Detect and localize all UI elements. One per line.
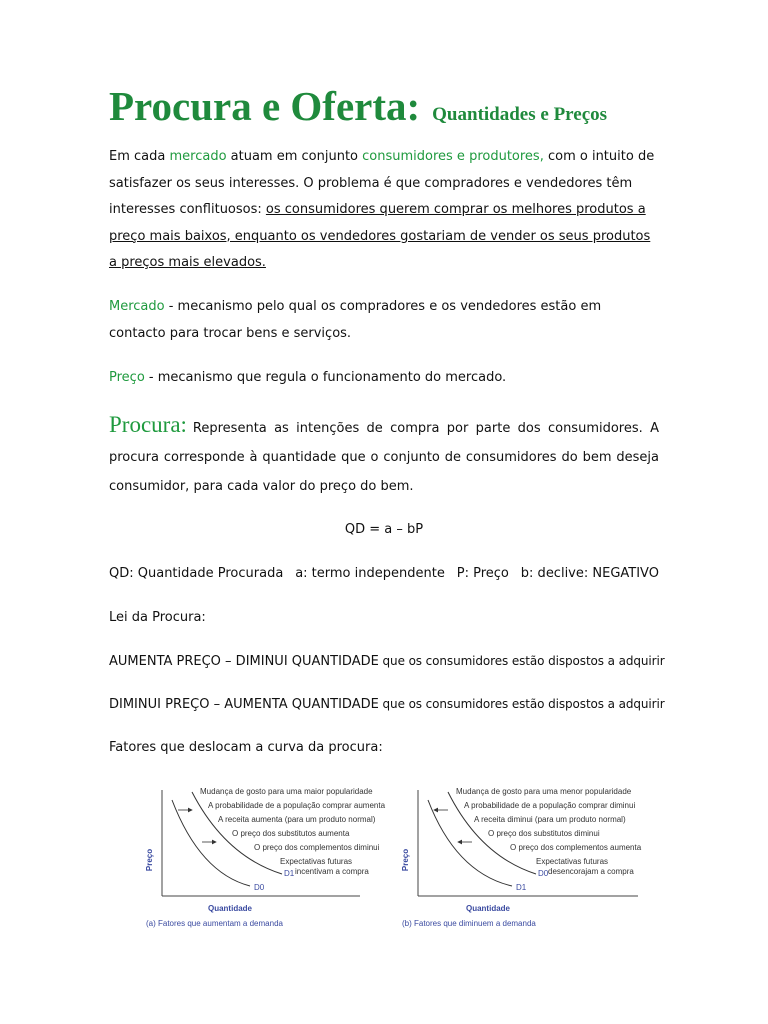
- figure-a-curve-label-d1: D1: [284, 869, 295, 878]
- title-subtitle: Quantidades e Preços: [432, 104, 608, 125]
- demand-shift-figures: [130, 778, 650, 938]
- figure-b-item-1: Mudança de gosto para uma menor popularidade: [456, 787, 632, 796]
- rule-2-rest: que os consumidores estão dispostos a adquirir: [378, 697, 665, 711]
- fatores-title: Fatores que deslocam a curva da procura:: [109, 740, 383, 755]
- figure-a-item-1: Mudança de gosto para uma maior popularidade: [200, 787, 373, 796]
- preco-definition: [109, 365, 659, 392]
- rule-2-caps: DIMINUI PREÇO – AUMENTA QUANTIDADE: [109, 697, 379, 712]
- figure-a-item-3: A receita aumenta (para um produto normal): [218, 815, 376, 824]
- formula-legend: [109, 561, 659, 588]
- figure-b-item-2: A probabilidade de a população comprar diminui: [464, 801, 636, 810]
- figure-a-item-2: A probabilidade de a população comprar aumenta: [208, 801, 386, 810]
- figure-b-curve-label-d0: D0: [538, 869, 549, 878]
- figure-a-curve-d0: [172, 800, 250, 886]
- figure-b-xlabel: Quantidade: [465, 904, 511, 913]
- procura-paragraph: [109, 410, 659, 501]
- figure-a-ylabel: Preço: [145, 848, 154, 872]
- legend-qd: QD: Quantidade Procurada: [109, 566, 284, 581]
- figure-b-curve-label-d1: D1: [516, 883, 527, 892]
- intro-consumidores-term: consumidores e produtores,: [362, 149, 544, 164]
- figure-b-item-4: O preço dos substitutos diminui: [488, 829, 600, 838]
- intro-mercado-term: mercado: [169, 149, 227, 164]
- title-main: Procura e Oferta:: [109, 83, 421, 129]
- procura-heading: Procura:: [109, 412, 187, 437]
- figure-a-item-7: incentivam a compra: [295, 867, 369, 876]
- procura-formula: QD = a – bP: [344, 522, 424, 537]
- mercado-text: - mecanismo pelo qual os compradores e os vendedores estão em contacto para trocar bens e serviços.: [109, 299, 602, 341]
- intro-text-2: atuam em conjunto: [226, 149, 363, 164]
- figure-b-item-3: A receita diminui (para um produto normal): [474, 815, 626, 824]
- figure-b-curve-d1: [428, 800, 512, 886]
- legend-b: b: declive: NEGATIVO: [520, 566, 659, 581]
- figure-a-item-5: O preço dos complementos diminui: [254, 843, 380, 852]
- intro-text-1: Em cada: [109, 149, 170, 164]
- figure-b-ylabel: Preço: [401, 848, 410, 872]
- legend-a: a: termo independente: [295, 566, 445, 581]
- page-title: [109, 82, 607, 130]
- lei-procura-rule-1: [109, 648, 665, 676]
- figure-b-item-6: Expectativas futuras: [536, 857, 609, 866]
- figure-a-caption: (a) Fatores que aumentam a demanda: [146, 919, 283, 928]
- mercado-definition: [109, 294, 659, 347]
- rule-1-caps: AUMENTA PREÇO – DIMINUI QUANTIDADE: [109, 654, 379, 669]
- intro-underlined-text: os consumidores querem comprar os melhores produtos a preço mais baixos, enquanto os vendedores gostariam de vender os seus produtos a preços mais elevados.: [109, 202, 651, 270]
- figure-a-curve-label-d0: D0: [254, 883, 265, 892]
- mercado-term: Mercado: [109, 299, 165, 314]
- figure-b-item-7: desencorajam a compra: [548, 867, 634, 876]
- lei-procura-rule-2: [109, 691, 665, 719]
- figure-a-item-4: O preço dos substitutos aumenta: [232, 829, 350, 838]
- figure-a-item-6: Expectativas futuras: [280, 857, 353, 866]
- lei-procura-title: Lei da Procura:: [109, 610, 206, 625]
- figure-a-xlabel: Quantidade: [207, 904, 253, 913]
- figure-b: [401, 787, 642, 928]
- figure-b-item-5: O preço dos complementos aumenta: [510, 843, 642, 852]
- figure-b-caption: (b) Fatores que diminuem a demanda: [402, 919, 536, 928]
- intro-text-3: com o intuito de satisfazer os seus interesses. O problema é que compradores e vendedores têm interesses conflituosos:: [109, 149, 655, 217]
- figure-a: [145, 787, 386, 928]
- procura-text: Representa as intenções de compra por parte dos consumidores. A procura corresponde à quantidade que o conjunto de consumidores do bem deseja consumidor, para cada valor do preço do bem.: [109, 421, 659, 494]
- rule-1-rest: que os consumidores estão dispostos a adquirir: [378, 654, 665, 668]
- preco-text: - mecanismo que regula o funcionamento do mercado.: [144, 370, 507, 385]
- preco-term: Preço: [109, 370, 145, 385]
- demand-shift-diagram: [130, 778, 650, 938]
- legend-p: P: Preço: [456, 566, 509, 581]
- intro-paragraph: [109, 144, 659, 277]
